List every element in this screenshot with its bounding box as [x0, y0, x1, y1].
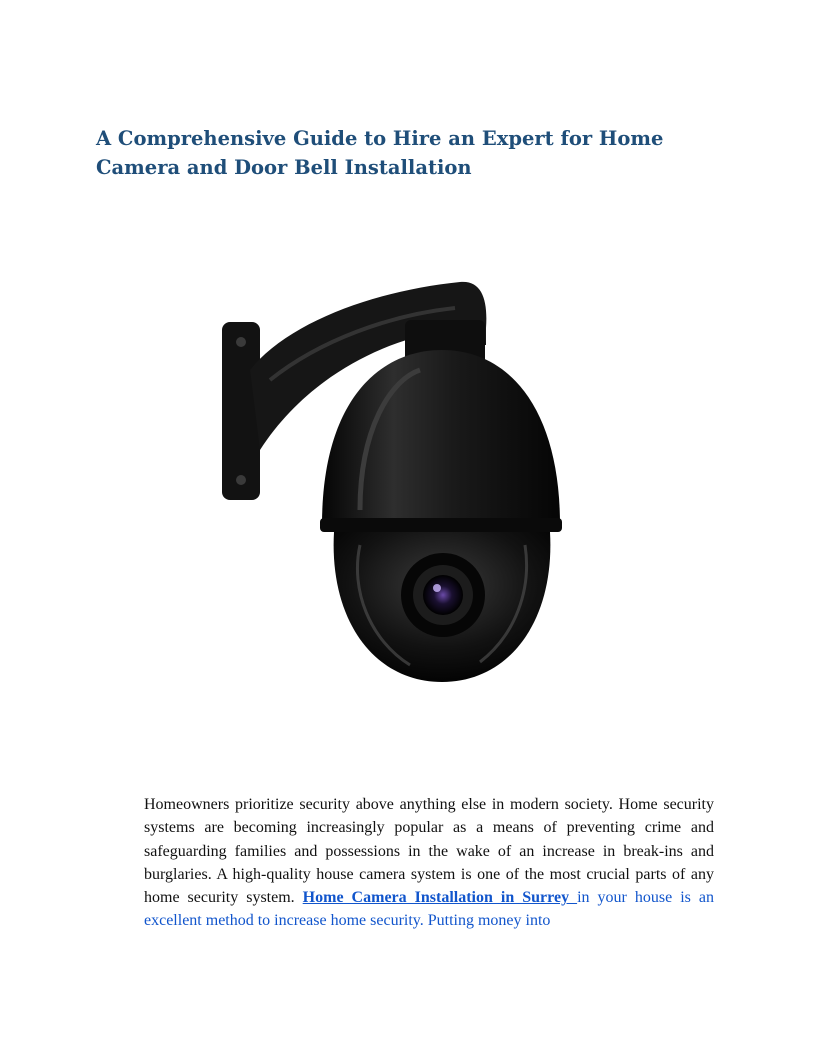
- intro-paragraph: [144, 793, 714, 933]
- paragraph-text: Homeowners prioritize security above anything else in modern society. Home security systems are becoming increasingly popular as a means of preventing crime and safeguarding families and possessions in the wake of an increase in break-ins and burglaries. A high-quality house camera system is one of the most crucial parts of any home security system.: [144, 796, 714, 907]
- document-title: A Comprehensive Guide to Hire an Expert for Home Camera and Door Bell Installation: [96, 127, 664, 179]
- paragraph-continuation-text: in your house is an excellent method to increase home security. Putting money into: [144, 889, 715, 930]
- home-camera-installation-link[interactable]: Home Camera Installation in Surrey: [302, 889, 578, 907]
- ptz-security-camera-icon: [210, 270, 580, 695]
